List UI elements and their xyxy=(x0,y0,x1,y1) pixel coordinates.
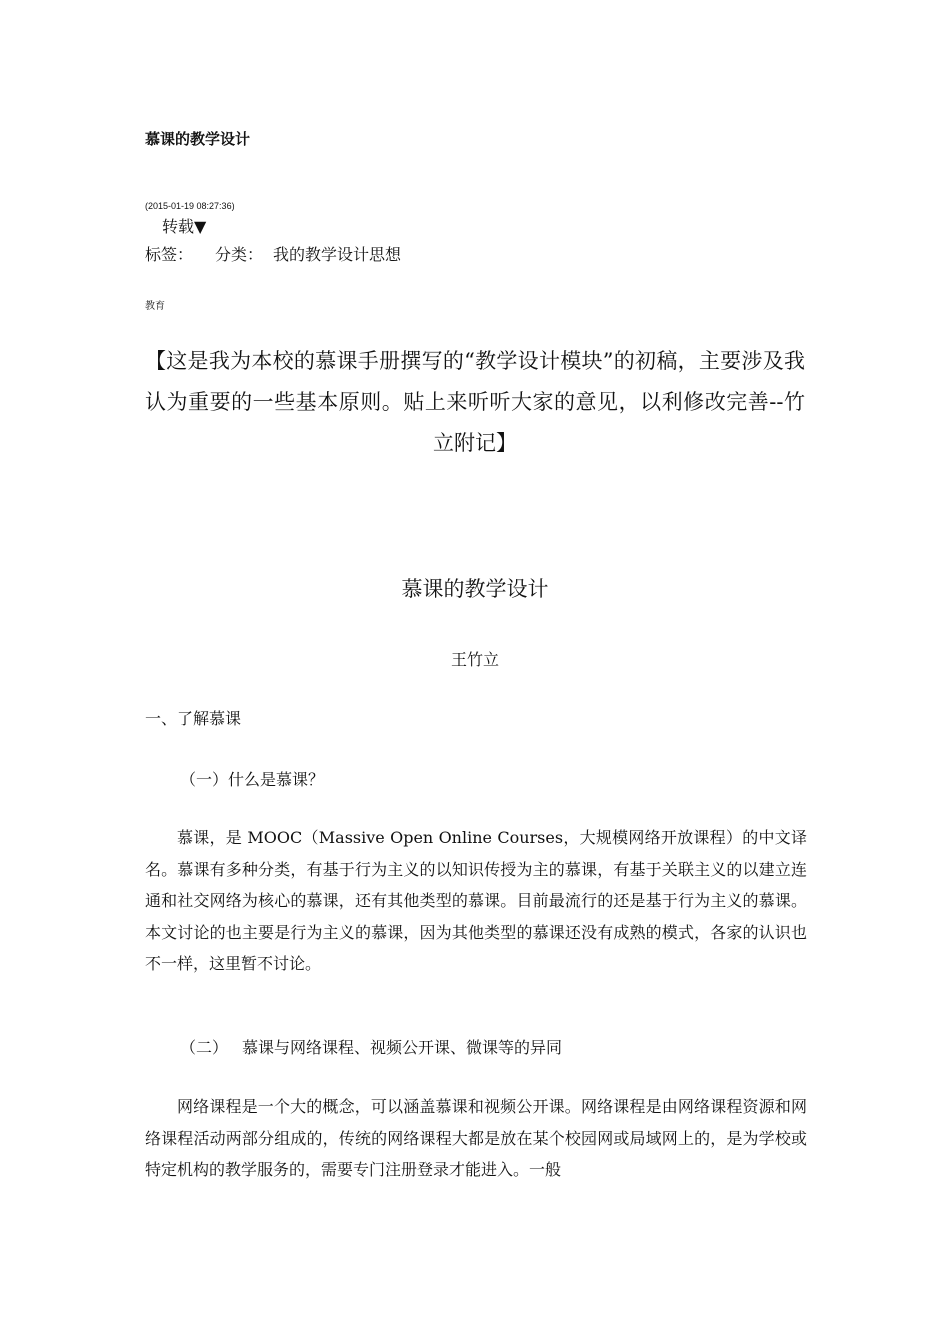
subsection-heading xyxy=(180,1035,562,1058)
category-link[interactable]: 我的教学设计思想 xyxy=(273,245,402,264)
tags-category-row xyxy=(145,242,401,265)
subsection-number: （二） xyxy=(180,1038,229,1057)
subsection-heading: （一）什么是慕课？ xyxy=(180,770,325,789)
body-paragraph: 慕课，是 MOOC（Massive Open Online Courses，大规模网络开放课程）的中文译名。慕课有多种分类，有基于行为主义的以知识传授为主的慕课，有基于关联主义的以建立连通和社交网络为核心的慕课，还有其他类型的慕课。目前最流行的还是基于行为主义的慕课。本文讨论的也主要是行为主义的慕课，因为其他类型的慕课还没有成熟的模式，各家的认识也不一样，这里暂不讨论。 xyxy=(145,828,807,973)
intro-note: 【这是我为本校的慕课手册撰写的“教学设计模块”的初稿，主要涉及我认为重要的一些基本原则。贴上来听听大家的意见，以利修改完善--竹立附记】 xyxy=(145,349,805,455)
article-author: 王竹立 xyxy=(450,650,499,669)
article-title: 慕课的教学设计 xyxy=(401,577,549,601)
reprint-link[interactable]: 转载▼ xyxy=(162,217,207,236)
tag-link[interactable]: 教育 xyxy=(145,301,165,312)
body-paragraph: 网络课程是一个大的概念，可以涵盖慕课和视频公开课。网络课程是由网络课程资源和网络课程活动两部分组成的，传统的网络课程大都是放在某个校园网或局域网上的，是为学校或特定机构的教学服务的，需要专门注册登录才能进入。一般 xyxy=(145,1097,807,1179)
category-label: 分类： xyxy=(215,245,264,264)
tags-label: 标签： xyxy=(145,245,194,264)
blog-post-title: 慕课的教学设计 xyxy=(145,130,251,148)
post-date: (2015-01-19 08:27:36) xyxy=(145,201,235,211)
subsection-title: 慕课与网络课程、视频公开课、微课等的异同 xyxy=(242,1038,563,1057)
section-heading: 一、了解慕课 xyxy=(145,709,242,728)
